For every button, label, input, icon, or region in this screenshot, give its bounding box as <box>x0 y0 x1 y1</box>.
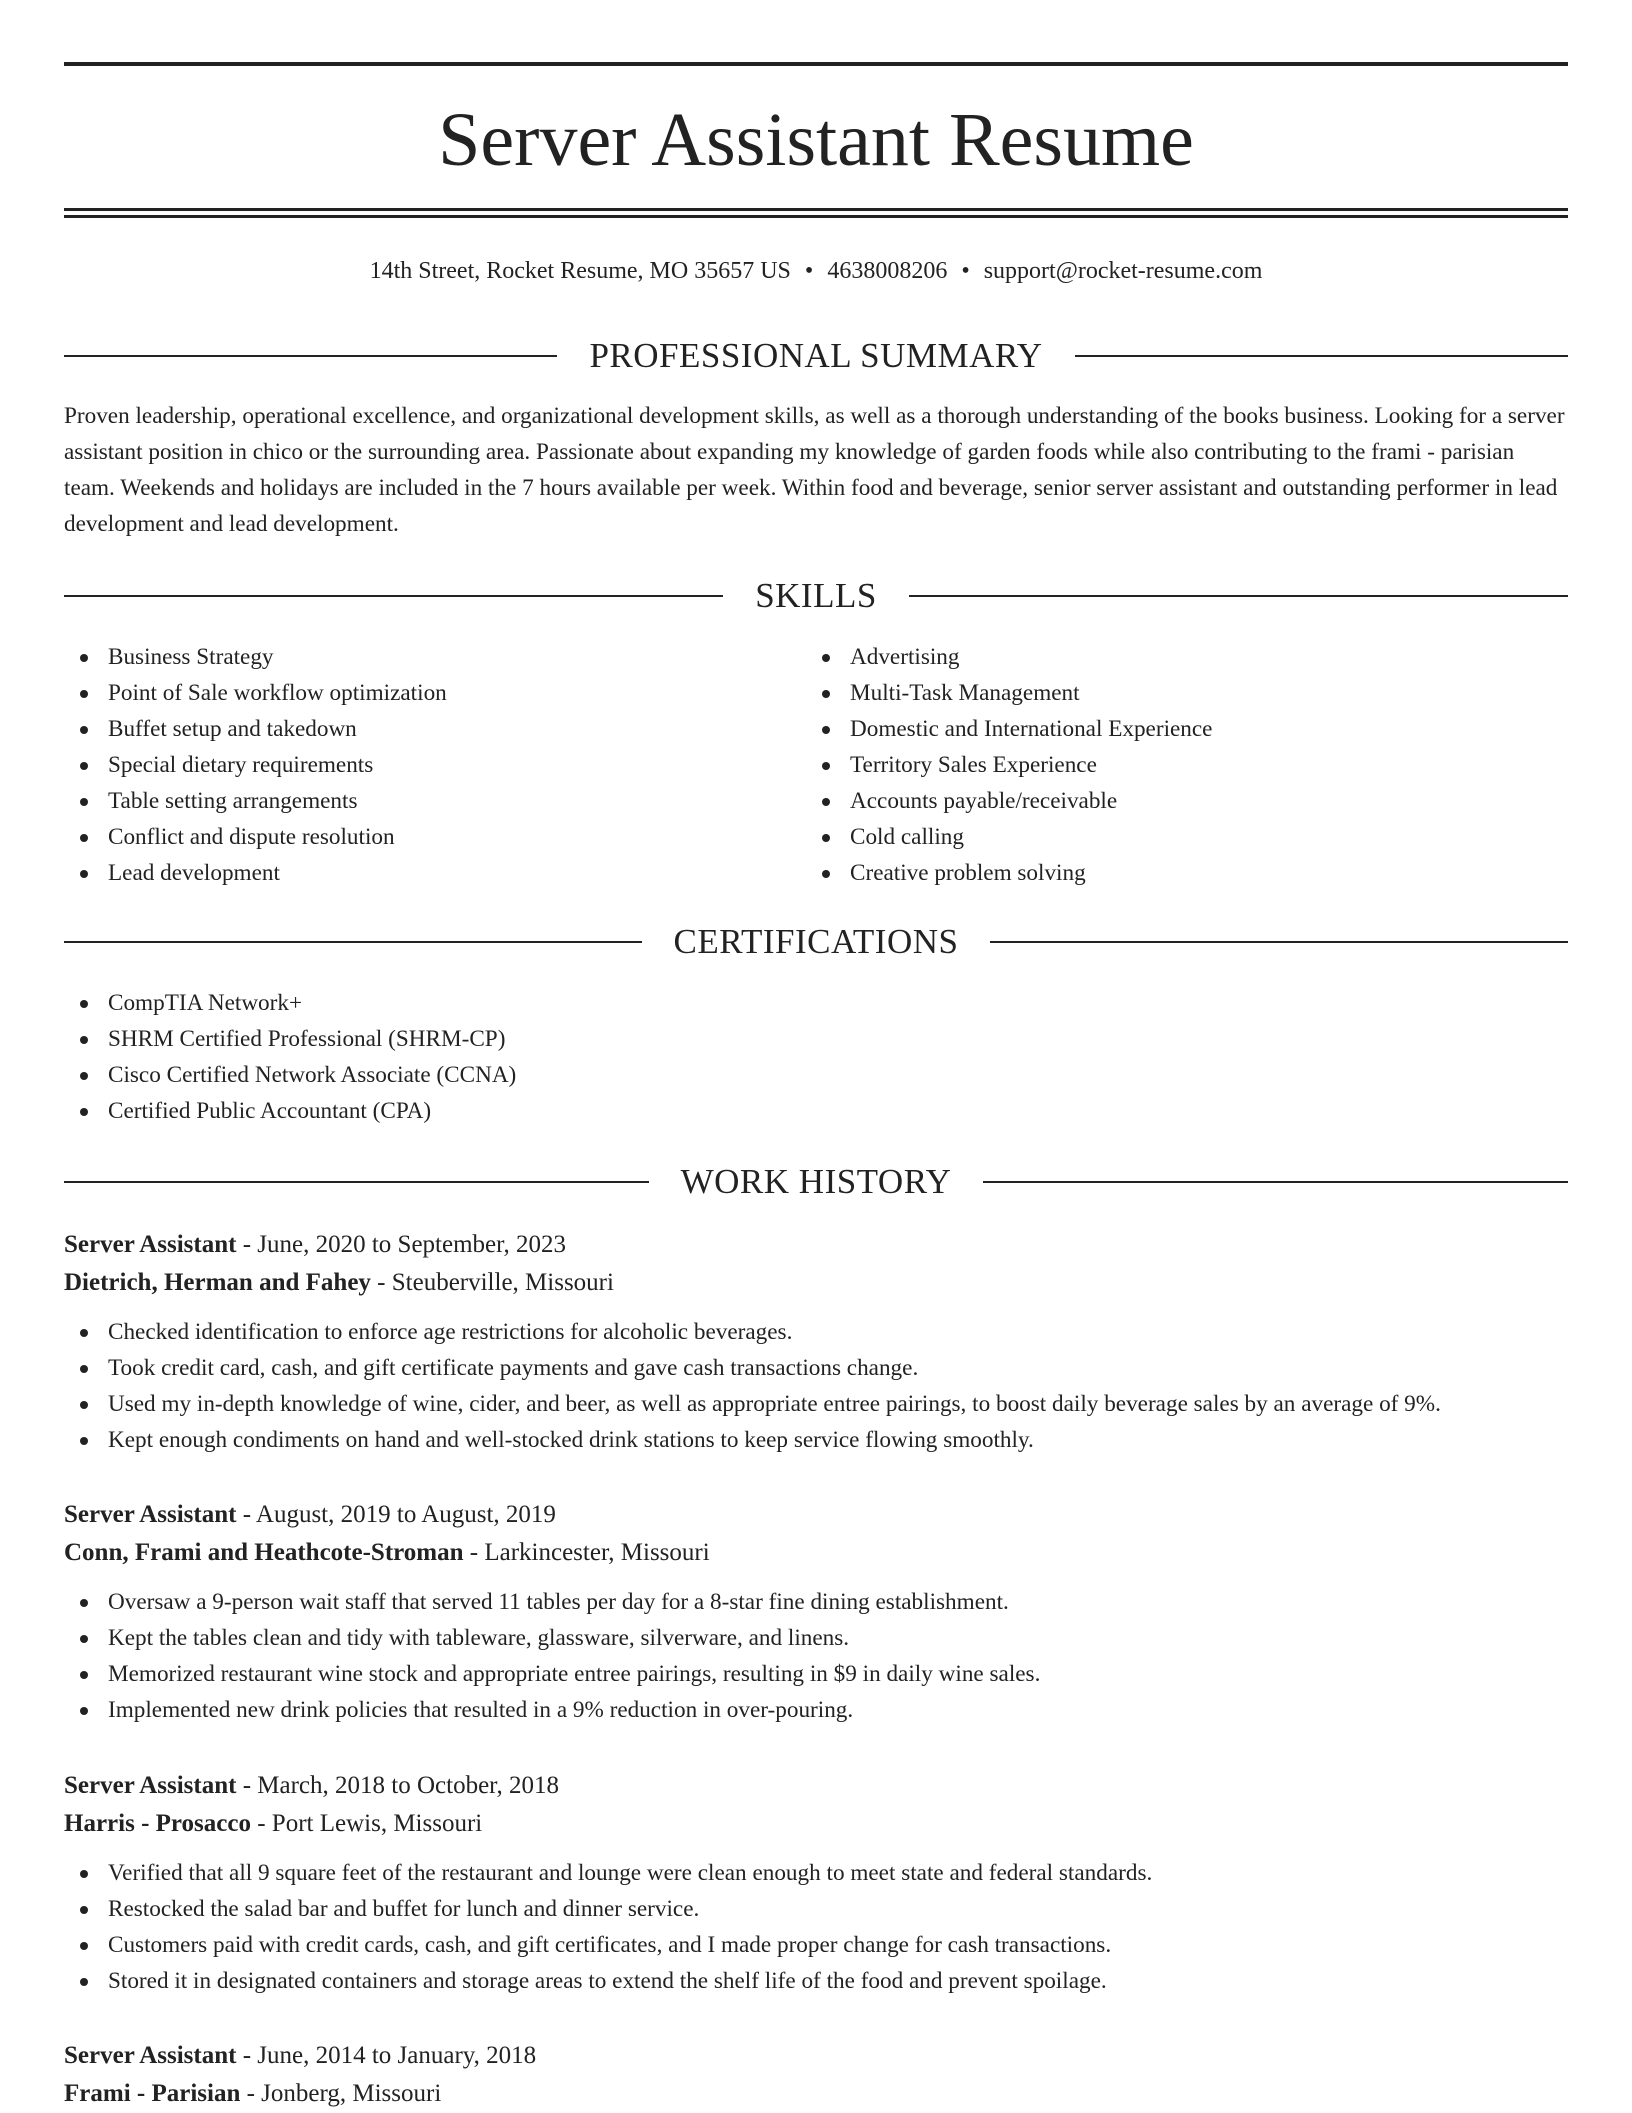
skill-item: Territory Sales Experience <box>806 747 1546 783</box>
job-location: - Steuberville, Missouri <box>370 1269 614 1296</box>
contact-separator: • <box>961 258 970 284</box>
skill-item: Domestic and International Experience <box>806 711 1546 747</box>
job-title: Server Assistant <box>64 1501 237 1528</box>
job-role-line <box>64 1767 1568 1805</box>
heading-rule-left <box>64 1181 649 1183</box>
job-company: Harris - Prosacco <box>64 1810 251 1837</box>
section-title: SKILLS <box>755 576 877 615</box>
heading-rule-right <box>983 1181 1568 1183</box>
section-heading-work-history <box>64 1160 1568 1204</box>
job-entry <box>64 1496 1568 1728</box>
job-location: - Jonberg, Missouri <box>240 2080 442 2107</box>
job-company: Conn, Frami and Heathcote-Stroman <box>64 1539 464 1566</box>
skills-list-right <box>806 639 1546 891</box>
heading-rule-left <box>64 941 642 943</box>
resume-title: Server Assistant Resume <box>438 98 1194 182</box>
skill-item: Lead development <box>64 855 804 891</box>
skill-item: Accounts payable/receivable <box>806 783 1546 819</box>
skill-item: Business Strategy <box>64 639 804 675</box>
job-bullet: Used my in-depth knowledge of wine, cider, and beer, as well as appropriate entree pairings, to boost daily beverage sales by an average of 9%. <box>64 1386 1568 1422</box>
skill-item: Multi-Task Management <box>806 675 1546 711</box>
job-role-line <box>64 1496 1568 1534</box>
job-bullets <box>64 1584 1568 1728</box>
heading-rule-left <box>64 595 723 597</box>
job-title: Server Assistant <box>64 2042 237 2069</box>
section-heading-summary <box>64 334 1568 378</box>
job-company: Frami - Parisian <box>64 2080 241 2107</box>
section-title: PROFESSIONAL SUMMARY <box>589 336 1043 375</box>
certification-item: Certified Public Accountant (CPA) <box>64 1093 1568 1129</box>
job-dates: - March, 2018 to October, 2018 <box>236 1772 559 1799</box>
job-company-line <box>64 1264 1568 1302</box>
contact-address: 14th Street, Rocket Resume, MO 35657 US <box>369 258 791 284</box>
certification-item: CompTIA Network+ <box>64 985 1568 1021</box>
job-company-line <box>64 1805 1568 1843</box>
job-bullet: Took credit card, cash, and gift certificate payments and gave cash transactions change. <box>64 1350 1568 1386</box>
job-entry <box>64 2037 1568 2113</box>
section-heading-certifications <box>64 920 1568 964</box>
job-bullet: Stored it in designated containers and storage areas to extend the shelf life of the food and prevent spoilage. <box>64 1963 1568 1999</box>
job-title: Server Assistant <box>64 1772 237 1799</box>
job-company: Dietrich, Herman and Fahey <box>64 1269 371 1296</box>
certification-item: SHRM Certified Professional (SHRM-CP) <box>64 1021 1568 1057</box>
job-bullet: Oversaw a 9-person wait staff that served 11 tables per day for a 8-star fine dining establishment. <box>64 1584 1568 1620</box>
job-bullet: Checked identification to enforce age restrictions for alcoholic beverages. <box>64 1314 1568 1350</box>
heading-rule-right <box>909 595 1568 597</box>
job-bullet: Kept enough condiments on hand and well-stocked drink stations to keep service flowing smoothly. <box>64 1422 1568 1458</box>
job-location: - Port Lewis, Missouri <box>250 1810 483 1837</box>
summary-text: Proven leadership, operational excellence, and organizational development skills, as well as a thorough understanding of the books business. Looking for a server assistant position in chico or the surrounding area. Passionate about expanding my knowledge of garden foods while also contributing to the frami - parisian team. Weekends and holidays are included in the 7 hours available per week. Within food and beverage, senior server assistant and outstanding performer in lead development and lead development. <box>64 403 1565 537</box>
section-title: WORK HISTORY <box>680 1162 952 1201</box>
skills-list-left <box>64 639 804 891</box>
skill-item: Point of Sale workflow optimization <box>64 675 804 711</box>
job-bullet: Restocked the salad bar and buffet for lunch and dinner service. <box>64 1891 1568 1927</box>
title-rule-upper <box>64 208 1568 211</box>
skill-item: Buffet setup and takedown <box>64 711 804 747</box>
top-rule <box>64 62 1568 66</box>
job-role-line <box>64 2037 1568 2075</box>
certification-item: Cisco Certified Network Associate (CCNA) <box>64 1057 1568 1093</box>
contact-line <box>64 254 1568 288</box>
job-bullet: Customers paid with credit cards, cash, and gift certificates, and I made proper change for cash transactions. <box>64 1927 1568 1963</box>
job-bullet: Implemented new drink policies that resulted in a 9% reduction in over-pouring. <box>64 1692 1568 1728</box>
job-role-line <box>64 1226 1568 1264</box>
job-dates: - June, 2020 to September, 2023 <box>236 1231 566 1258</box>
job-entry <box>64 1767 1568 1999</box>
section-title: CERTIFICATIONS <box>673 922 959 961</box>
job-bullets <box>64 1855 1568 1999</box>
job-dates: - August, 2019 to August, 2019 <box>236 1501 556 1528</box>
job-bullets <box>64 1314 1568 1458</box>
skill-item: Cold calling <box>806 819 1546 855</box>
job-title: Server Assistant <box>64 1231 237 1258</box>
job-bullet: Kept the tables clean and tidy with tableware, glassware, silverware, and linens. <box>64 1620 1568 1656</box>
contact-separator: • <box>804 258 814 284</box>
skill-item: Table setting arrangements <box>64 783 804 819</box>
job-dates: - June, 2014 to January, 2018 <box>236 2042 537 2069</box>
job-entry <box>64 1226 1568 1458</box>
skill-item: Conflict and dispute resolution <box>64 819 804 855</box>
section-heading-skills <box>64 574 1568 618</box>
heading-rule-right <box>1075 355 1568 357</box>
title-rule-lower <box>64 215 1568 218</box>
skill-item: Creative problem solving <box>806 855 1546 891</box>
contact-email: support@rocket-resume.com <box>983 258 1263 284</box>
job-company-line <box>64 2075 1568 2113</box>
job-company-line <box>64 1534 1568 1572</box>
skill-item: Advertising <box>806 639 1546 675</box>
job-bullet: Verified that all 9 square feet of the restaurant and lounge were clean enough to meet state and federal standards. <box>64 1855 1568 1891</box>
contact-phone: 4638008206 <box>827 258 948 284</box>
job-bullet: Memorized restaurant wine stock and appropriate entree pairings, resulting in $9 in daily wine sales. <box>64 1656 1568 1692</box>
certifications-list <box>64 985 1568 1129</box>
heading-rule-right <box>990 941 1568 943</box>
job-location: - Larkincester, Missouri <box>463 1539 710 1566</box>
skill-item: Special dietary requirements <box>64 747 804 783</box>
heading-rule-left <box>64 355 557 357</box>
